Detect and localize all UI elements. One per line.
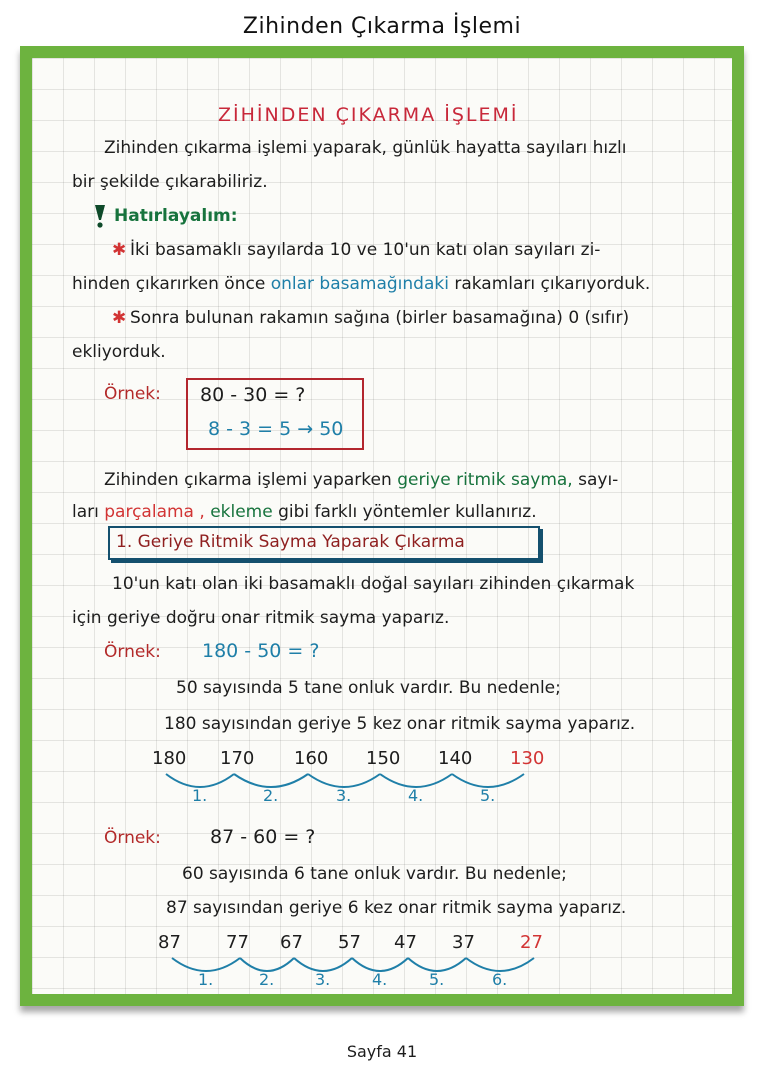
step-index: 2. — [263, 786, 279, 805]
content-title: ZİHİNDEN ÇIKARMA İŞLEMİ — [218, 104, 519, 126]
sequence-number: 180 — [152, 748, 187, 769]
step-index: 6. — [492, 970, 508, 989]
methods-line-2 — [72, 502, 537, 522]
star-icon: ✱ — [112, 308, 127, 328]
step-index: 3. — [315, 970, 331, 989]
rule-1b-pre: hinden çıkarırken önce — [72, 274, 266, 294]
sequence-number: 37 — [452, 932, 475, 953]
star-icon: ✱ — [112, 240, 127, 260]
green-frame — [20, 46, 744, 1006]
sequence-number: 57 — [338, 932, 361, 953]
sequence-number: 27 — [520, 932, 543, 953]
intro-line-2: bir şekilde çıkarabiliriz. — [72, 172, 268, 192]
hatirlayalim-heading: Hatırlayalım: — [114, 206, 238, 226]
page-header-title: Zihinden Çıkarma İşlemi — [242, 14, 522, 39]
example-2-expression: 180 - 50 = ? — [202, 640, 320, 662]
example-2-label: Örnek: — [104, 642, 161, 662]
example-1-expression: 80 - 30 = ? — [200, 384, 306, 406]
step-index: 4. — [372, 970, 388, 989]
sequence-number: 77 — [226, 932, 249, 953]
sequence-number: 130 — [510, 748, 545, 769]
arc-group — [32, 770, 732, 830]
example-3-label: Örnek: — [104, 828, 161, 848]
example-3-expression: 87 - 60 = ? — [210, 826, 316, 848]
methods-2-post: gibi farklı yöntemler kullanırız. — [278, 502, 537, 522]
step-index: 3. — [336, 786, 352, 805]
sequence-number: 87 — [158, 932, 181, 953]
step-index: 1. — [198, 970, 214, 989]
sequence-number: 67 — [280, 932, 303, 953]
methods-2-green: ekleme — [210, 502, 273, 522]
rule-1-line-a: İki basamaklı sayılarda 10 ve 10'un katı olan sayıları zi- — [130, 240, 601, 260]
step-index: 5. — [480, 786, 496, 805]
methods-line-1 — [104, 470, 618, 490]
rule-1b-highlight: onlar basamağındaki — [270, 274, 449, 294]
step-index: 2. — [259, 970, 275, 989]
example-3-line-2: 87 sayısından geriye 6 kez onar ritmik sayma yaparız. — [166, 898, 627, 918]
intro-line-1: Zihinden çıkarma işlemi yaparak, günlük hayatta sayıları hızlı — [104, 138, 627, 158]
rule-1-line-b — [72, 274, 650, 294]
page-footer: Sayfa 41 — [346, 1042, 418, 1061]
notebook-paper — [32, 58, 732, 994]
example-3-line-1: 60 sayısında 6 tane onluk vardır. Bu nedenle; — [182, 864, 567, 884]
sequence-number: 160 — [294, 748, 329, 769]
rule-1b-post: rakamları çıkarıyorduk. — [454, 274, 651, 294]
sequence-number: 170 — [220, 748, 255, 769]
section-1-title: 1. Geriye Ritmik Sayma Yaparak Çıkarma — [116, 532, 465, 552]
methods-2-pre: ları — [72, 502, 99, 522]
section-1-text-2: için geriye doğru onar ritmik sayma yaparız. — [72, 608, 450, 628]
example-label-1: Örnek: — [104, 384, 161, 404]
methods-2-red: parçalama , — [104, 502, 205, 522]
section-1-text-1: 10'un katı olan iki basamaklı doğal sayıları zihinden çıkarmak — [112, 574, 635, 594]
rule-2-line-b: ekliyorduk. — [72, 342, 166, 362]
step-index: 1. — [192, 786, 208, 805]
rule-2-line-a: Sonra bulunan rakamın sağına (birler basamağına) 0 (sıfır) — [130, 308, 630, 328]
example-2-line-2: 180 sayısından geriye 5 kez onar ritmik sayma yaparız. — [164, 714, 636, 734]
methods-1-pre: Zihinden çıkarma işlemi yaparken — [104, 470, 392, 490]
sequence-number: 47 — [394, 932, 417, 953]
example-2-line-1: 50 sayısında 5 tane onluk vardır. Bu nedenle; — [176, 678, 561, 698]
methods-1-highlight: geriye ritmik sayma, — [397, 470, 573, 490]
sequence-number: 140 — [438, 748, 473, 769]
exclamation-icon — [94, 204, 106, 228]
step-index: 4. — [408, 786, 424, 805]
step-index: 5. — [429, 970, 445, 989]
sequence-number: 150 — [366, 748, 401, 769]
methods-1-post: sayı- — [578, 470, 619, 490]
example-1-solution: 8 - 3 = 5 → 50 — [208, 418, 344, 440]
